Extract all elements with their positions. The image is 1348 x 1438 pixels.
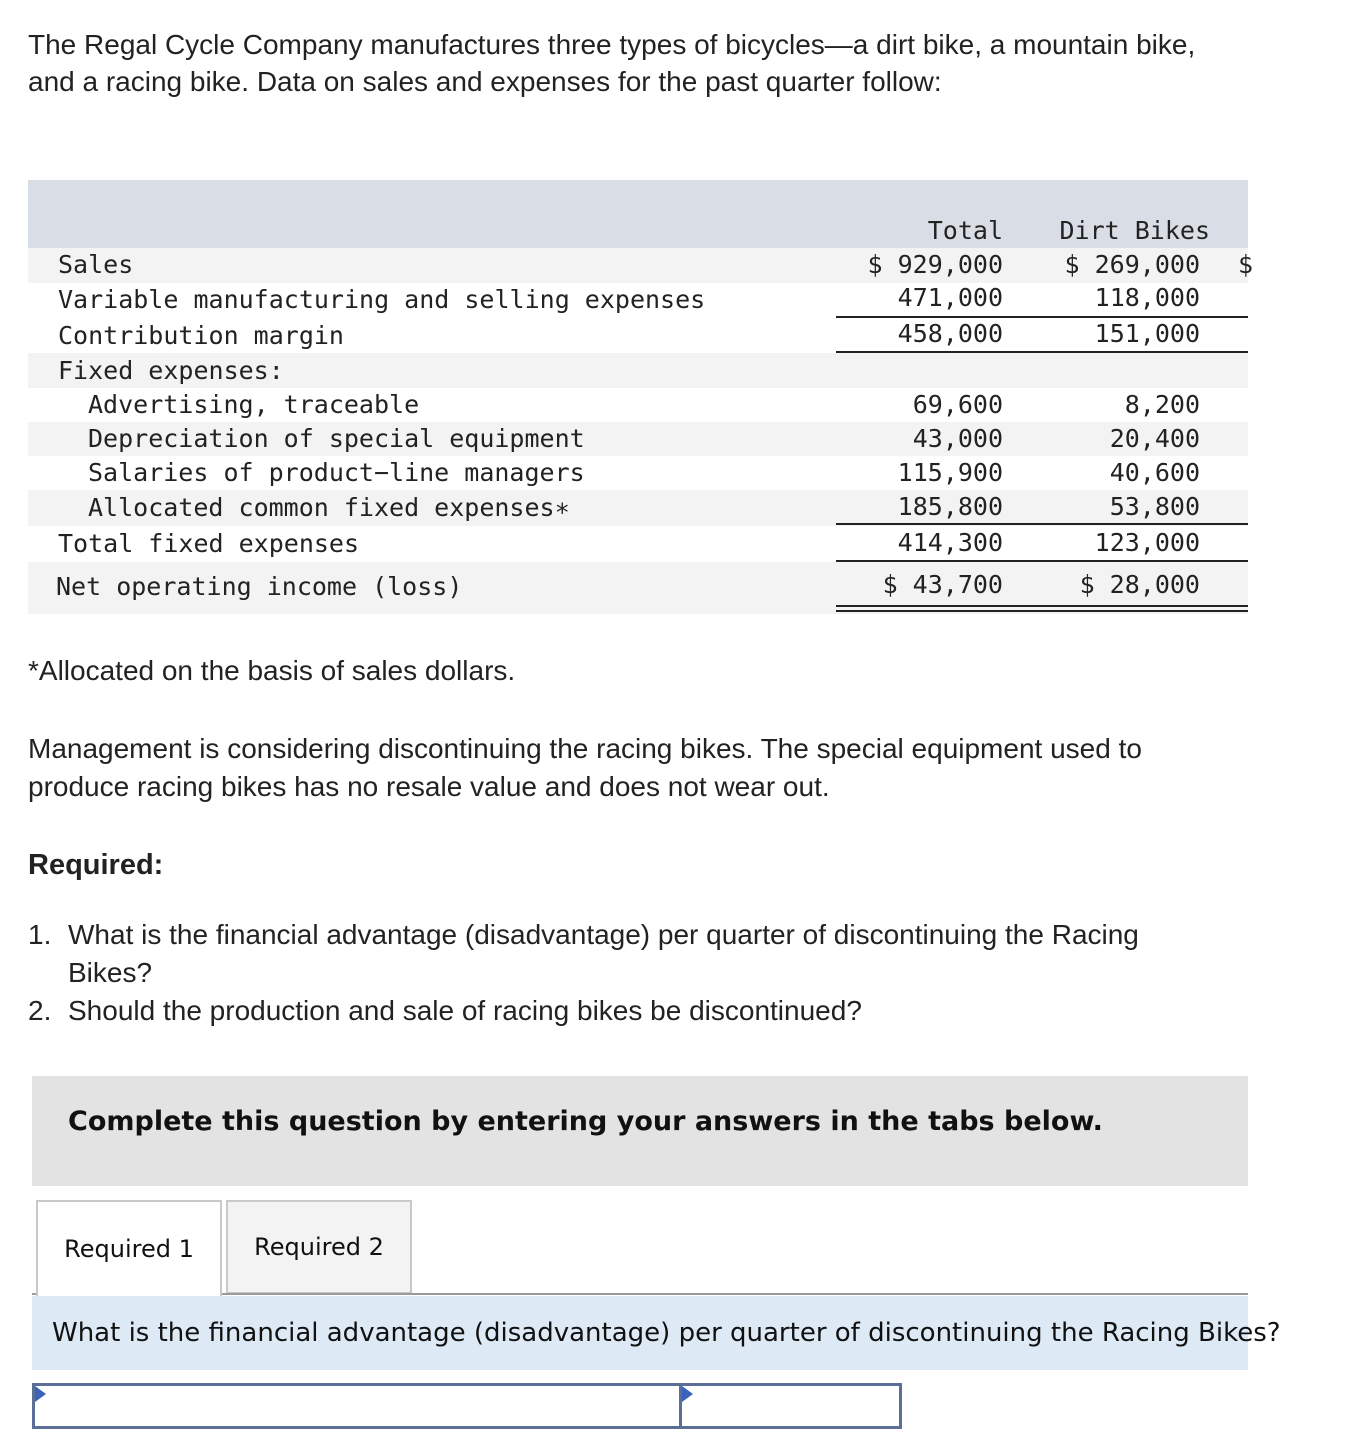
question-bar	[32, 1296, 1281, 1370]
intro-text: The Regal Cycle Company manufactures three types of bicycles—a dirt bike, a mountain bike, and a racing bike. Data on sales and expenses for the past quarter follow:	[28, 29, 1196, 97]
total-fixed-dirt: 123,000	[1094, 528, 1200, 557]
required-item-number: 2.	[28, 995, 52, 1026]
column-header-total: Total	[927, 216, 1003, 245]
row-label-depreciation: Depreciation of special equipment	[88, 424, 585, 453]
management-text: Management is considering discontinuing the racing bikes. The special equipment used to produce racing bikes has no resale value and does not wear out.	[28, 733, 1142, 802]
footnote: *Allocated on the basis of sales dollars.	[28, 655, 516, 686]
row-label-advertising: Advertising, traceable	[88, 390, 420, 419]
row-label-fixed-expenses: Fixed expenses:	[58, 356, 284, 385]
underline	[836, 523, 1248, 525]
noi-total: $ 43,700	[882, 570, 1003, 599]
sales-total: $ 929,000	[867, 250, 1003, 279]
sales-dirt: $ 269,000	[1064, 250, 1200, 279]
dropdown-marker-icon	[35, 1386, 46, 1402]
required-title: Required:	[28, 849, 164, 881]
row-label-sales: Sales	[58, 250, 134, 279]
noi-dirt: $ 28,000	[1079, 570, 1200, 599]
total-fixed-total: 414,300	[897, 528, 1003, 557]
sales-next-column-partial: $	[1238, 250, 1254, 279]
cm-total: 458,000	[897, 319, 1003, 348]
tab-required-2[interactable]: Required 2	[226, 1200, 412, 1294]
advertising-dirt: 8,200	[1124, 390, 1200, 419]
depreciation-dirt: 20,400	[1109, 424, 1200, 453]
row-label-allocated: Allocated common fixed expenses∗	[88, 493, 570, 522]
tab-required-1[interactable]: Required 1	[36, 1200, 222, 1296]
variable-total: 471,000	[897, 283, 1003, 312]
double-underline-top	[836, 605, 1248, 607]
required-item	[28, 916, 1208, 992]
salaries-dirt: 40,600	[1109, 458, 1200, 487]
required-item-text: What is the financial advantage (disadvantage) per quarter of discontinuing the Racing Bikes?	[68, 919, 1139, 988]
required-item	[28, 992, 1208, 1030]
row-label-salaries: Salaries of product−line managers	[88, 458, 585, 487]
row-label-net-operating-income: Net operating income (loss)	[56, 572, 463, 601]
required-item-text: Should the production and sale of racing bikes be discontinued?	[68, 995, 862, 1026]
depreciation-total: 43,000	[912, 424, 1003, 453]
salaries-total: 115,900	[897, 458, 1003, 487]
double-underline-bottom	[836, 610, 1248, 612]
answer-amount-input[interactable]	[679, 1383, 902, 1429]
instructions-banner	[32, 1076, 1248, 1186]
allocated-total: 185,800	[897, 492, 1003, 521]
row-label-variable: Variable manufacturing and selling expenses	[58, 285, 706, 314]
question-text: What is the financial advantage (disadvantage) per quarter of discontinuing the Racing Bikes?	[52, 1318, 1281, 1348]
underline	[836, 351, 1248, 353]
instructions-text: Complete this question by entering your answers in the tabs below.	[68, 1106, 1103, 1137]
underline	[836, 560, 1248, 562]
allocated-dirt: 53,800	[1109, 492, 1200, 521]
column-header-dirt-bikes: Dirt Bikes	[1059, 216, 1210, 245]
required-item-number: 1.	[28, 919, 52, 950]
required-list	[28, 916, 1208, 1030]
tab-divider	[222, 1293, 1248, 1295]
advertising-total: 69,600	[912, 390, 1003, 419]
row-label-total-fixed: Total fixed expenses	[58, 529, 360, 558]
financial-table	[28, 180, 1254, 614]
answer-label-input[interactable]	[32, 1383, 682, 1429]
row-label-contribution-margin: Contribution margin	[58, 321, 344, 350]
dropdown-marker-icon	[682, 1386, 693, 1402]
variable-dirt: 118,000	[1094, 283, 1200, 312]
cm-dirt: 151,000	[1094, 319, 1200, 348]
